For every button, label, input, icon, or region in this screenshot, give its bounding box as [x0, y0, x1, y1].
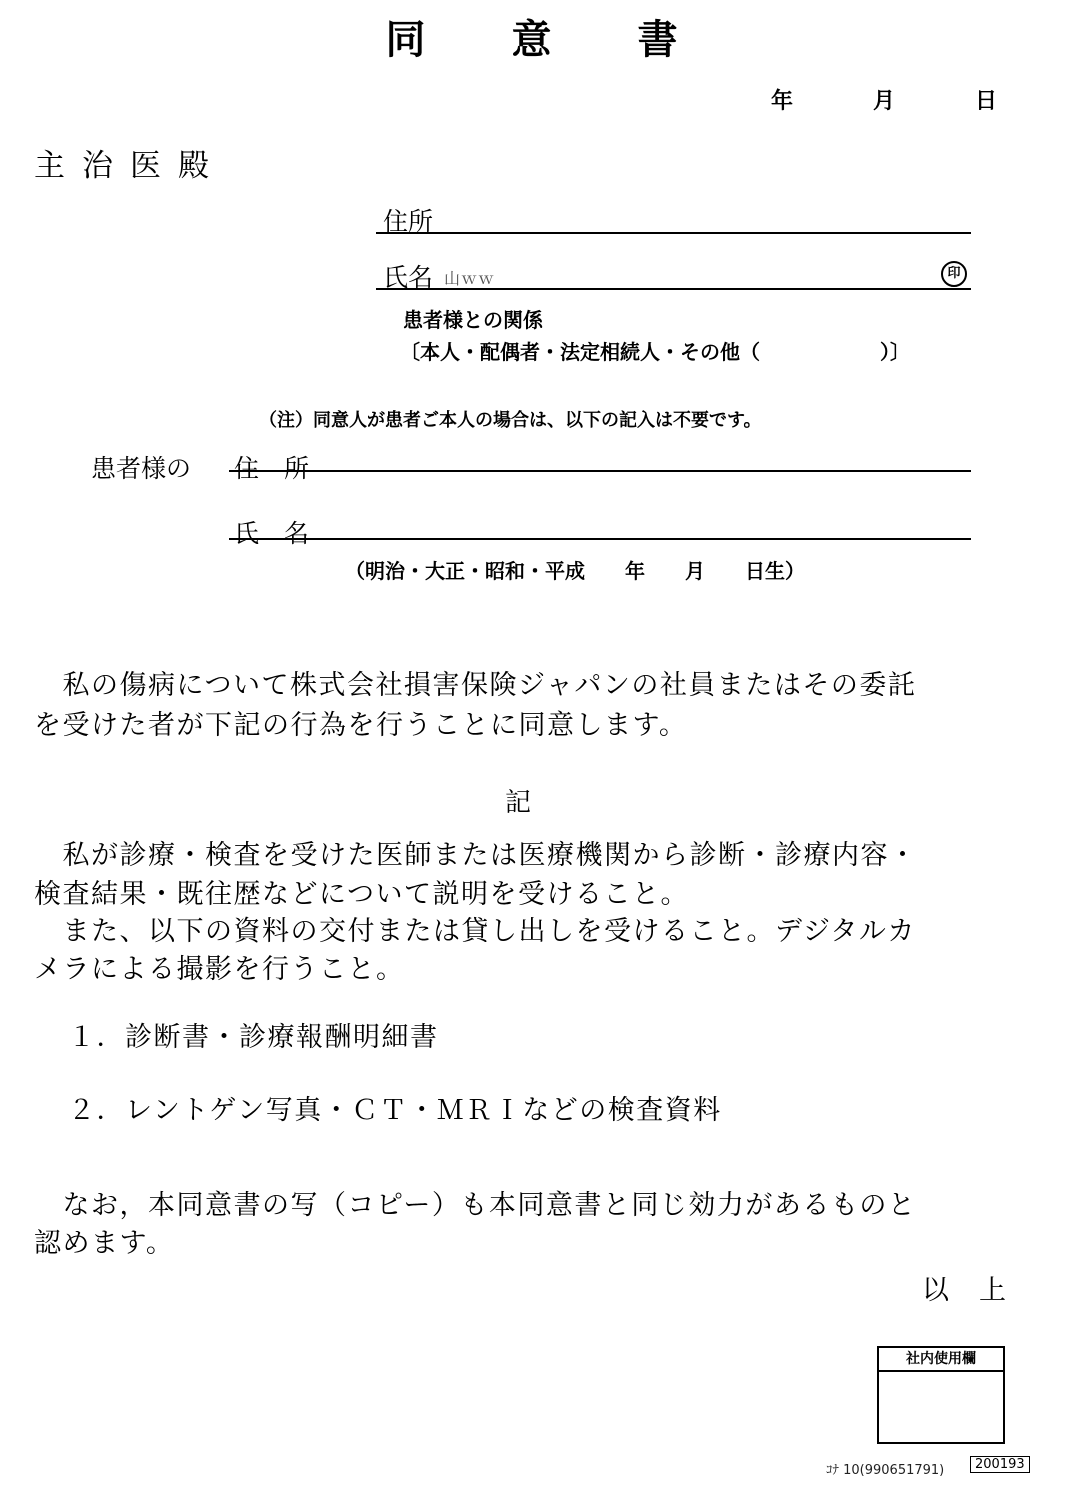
- closing-end: 以 上: [922, 1275, 1008, 1306]
- internal-use-label: 社内使用欄: [879, 1348, 1003, 1372]
- patient-name-line[interactable]: [229, 538, 971, 540]
- date-month-label: 月: [873, 89, 896, 114]
- items-para1-line-1: 私が診療・検査を受けた医師または医療機関から診断・診療内容・: [34, 840, 918, 871]
- consent-line-2: を受けた者が下記の行為を行うことに同意します。: [34, 710, 688, 741]
- ki-heading: 記: [505, 788, 532, 818]
- items-para1-line-2: 検査結果・既往歴などについて説明を受けること。: [34, 879, 689, 910]
- date-year-label: 年: [771, 89, 794, 114]
- items-para2-line-2: メラによる撮影を行うこと。: [34, 954, 405, 985]
- relation-label: 患者様との関係: [403, 308, 543, 332]
- document-title: [0, 8, 1065, 65]
- addressee: 主治医殿: [34, 148, 226, 184]
- title-char-3: 書: [637, 17, 680, 63]
- items-para2-line-1: また、以下の資料の交付または貸し出しを受けること。デジタルカ: [34, 916, 916, 947]
- signer-address-label: 住所: [383, 207, 434, 236]
- date-day-label: 日: [975, 89, 998, 114]
- patient-address-line[interactable]: [229, 470, 971, 472]
- title-char-1: 同: [385, 17, 428, 63]
- patient-prefix: 患者様の: [91, 454, 192, 483]
- item-1: １．診断書・診療報酬明細書: [68, 1022, 439, 1053]
- note-text: （注）同意人が患者ご本人の場合は、以下の記入は不要です。: [259, 410, 762, 431]
- signer-name-line[interactable]: [376, 288, 971, 290]
- patient-name-label: 氏 名: [234, 519, 310, 548]
- patient-address-label: 住 所: [234, 454, 310, 483]
- patient-birth: （明治・大正・昭和・平成 年 月 日生）: [345, 559, 805, 583]
- date-line: [0, 84, 1065, 114]
- closing-line-2: 認めます。: [34, 1228, 175, 1259]
- relation-options: 〔本人・配偶者・法定相続人・その他（ ）〕: [400, 340, 910, 364]
- signer-address-line[interactable]: [376, 232, 971, 234]
- closing-line-1: なお，本同意書の写（コピー）も本同意書と同じ効力があるものと: [34, 1190, 917, 1221]
- consent-line-1: 私の傷病について株式会社損害保険ジャパンの社員またはその委託: [34, 670, 917, 701]
- signer-name-handwritten: 山ｗｗ: [444, 269, 496, 288]
- seal-icon: 印: [941, 261, 967, 287]
- item-2: ２．レントゲン写真・ＣＴ・ＭＲＩなどの検査資料: [68, 1095, 722, 1126]
- internal-use-box[interactable]: [877, 1346, 1005, 1444]
- form-code-box: 200193: [970, 1456, 1030, 1473]
- signer-name-label: 氏名: [383, 263, 434, 292]
- form-code: ｺﾅ 10(990651791): [826, 1463, 945, 1478]
- title-char-2: 意: [511, 17, 554, 63]
